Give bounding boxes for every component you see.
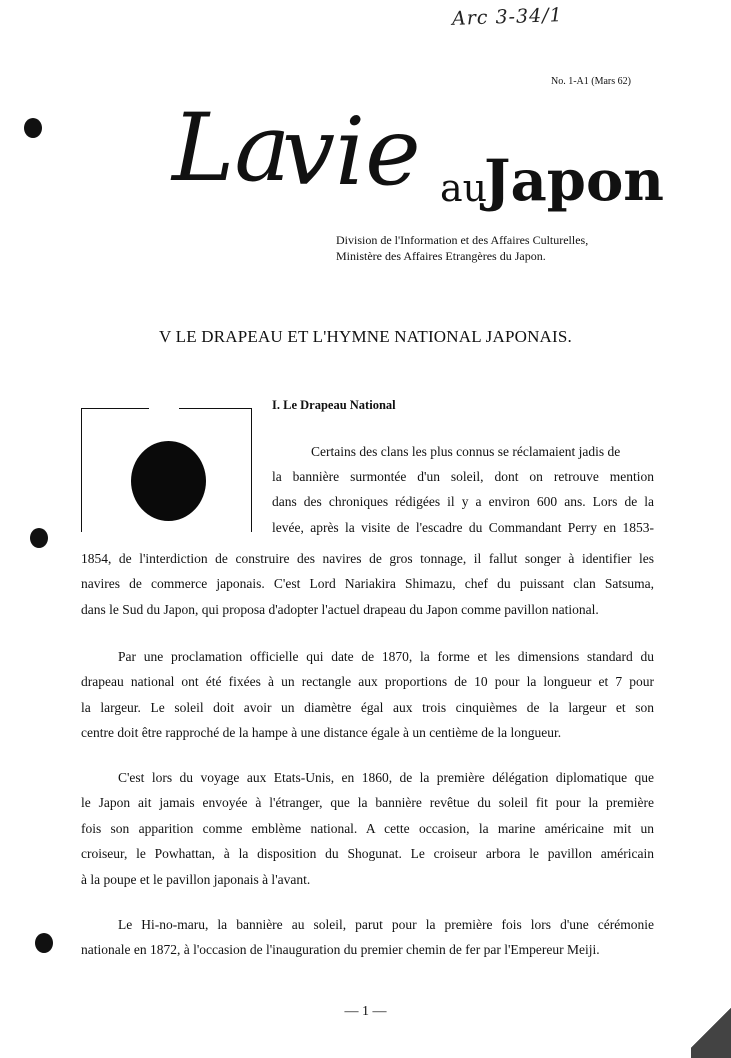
text-line: centre doit être rapproché de la hampe à une distance égale à un centième de la longueur. (81, 725, 562, 740)
division-line-2: Ministère des Affaires Etrangères du Japon. (336, 249, 546, 263)
text-line: croiseur, le Powhattan, à la disposition du Shogunat. Le croiseur arbora le pavillon américain (81, 846, 654, 861)
text-line: la largeur. Le soleil doit avoir un diamètre égal aux trois cinquièmes de la largeur et son (81, 700, 654, 715)
text-line: 1854, de l'interdiction de construire des navires de gros tonnage, il fallut songer à identifier les (81, 551, 654, 566)
text-line: C'est lors du voyage aux Etats-Unis, en 1860, de la première délégation diplomatique que (118, 770, 654, 785)
flag-border-top-right (179, 408, 252, 409)
text-line: Le Hi-no-maru, la bannière au soleil, parut pour la première fois lors d'une cérémonie (118, 917, 654, 932)
punch-hole-middle (30, 528, 48, 548)
punch-hole-top (24, 118, 42, 138)
handwritten-note: Arc 3-34/1 (451, 4, 564, 30)
division-line-1: Division de l'Information et des Affaires Culturelles, (336, 233, 589, 247)
text-line: Par une proclamation officielle qui date de 1870, la forme et les dimensions standard du (118, 649, 654, 664)
publisher-division (336, 232, 588, 264)
masthead (172, 94, 665, 216)
masthead-vie: vie (282, 98, 421, 207)
flag-border-left (81, 408, 82, 532)
text-line: Certains des clans les plus connus se réclamaient jadis de (311, 444, 621, 459)
scan-artifact (691, 998, 731, 1058)
document-number: No. 1-A1 (Mars 62) (551, 76, 631, 87)
text-line: levée, après la visite de l'escadre du Commandant Perry en 1853- (272, 520, 654, 535)
text-line: fois son apparition comme emblème national. A cette occasion, la marine américaine mit un (81, 821, 654, 836)
punch-hole-bottom (35, 933, 53, 953)
text-line: le Japon ait jamais envoyée à l'étranger, que la bannière revêtue du soleil fit pour la première (81, 795, 654, 810)
masthead-au: au (440, 166, 488, 210)
text-line: dans des chroniques rédigées il y a environ 600 ans. Lors de la (272, 494, 654, 509)
japanese-flag-illustration (81, 408, 252, 532)
text-line: navires de commerce japonais. C'est Lord Nariakira Shimazu, chef du puissant clan Satsuma, (81, 576, 654, 591)
flag-border-right (251, 408, 252, 532)
flag-border-top-left (81, 408, 149, 409)
text-line: à la poupe et le pavillon japonais à l'avant. (81, 872, 311, 887)
page-number: — 1 — (344, 1004, 387, 1019)
flag-sun-disc (131, 441, 206, 521)
text-line: nationale en 1872, à l'occasion de l'inauguration du premier chemin de fer par l'Empereur Meiji. (81, 942, 600, 957)
section-heading: I. Le Drapeau National (272, 398, 396, 412)
masthead-la: La (172, 94, 291, 203)
text-line: dans le Sud du Japon, qui proposa d'adopter l'actuel drapeau du Japon comme pavillon national. (81, 602, 599, 617)
masthead-japon: Japon (484, 148, 665, 214)
text-line: drapeau national ont été fixées à un rectangle aux proportions de 10 pour la longueur et 7 pour (81, 674, 654, 689)
chapter-title: V LE DRAPEAU ET L'HYMNE NATIONAL JAPONAIS. (158, 327, 572, 346)
text-line: la bannière surmontée d'un soleil, dont on retrouve mention (272, 469, 654, 484)
